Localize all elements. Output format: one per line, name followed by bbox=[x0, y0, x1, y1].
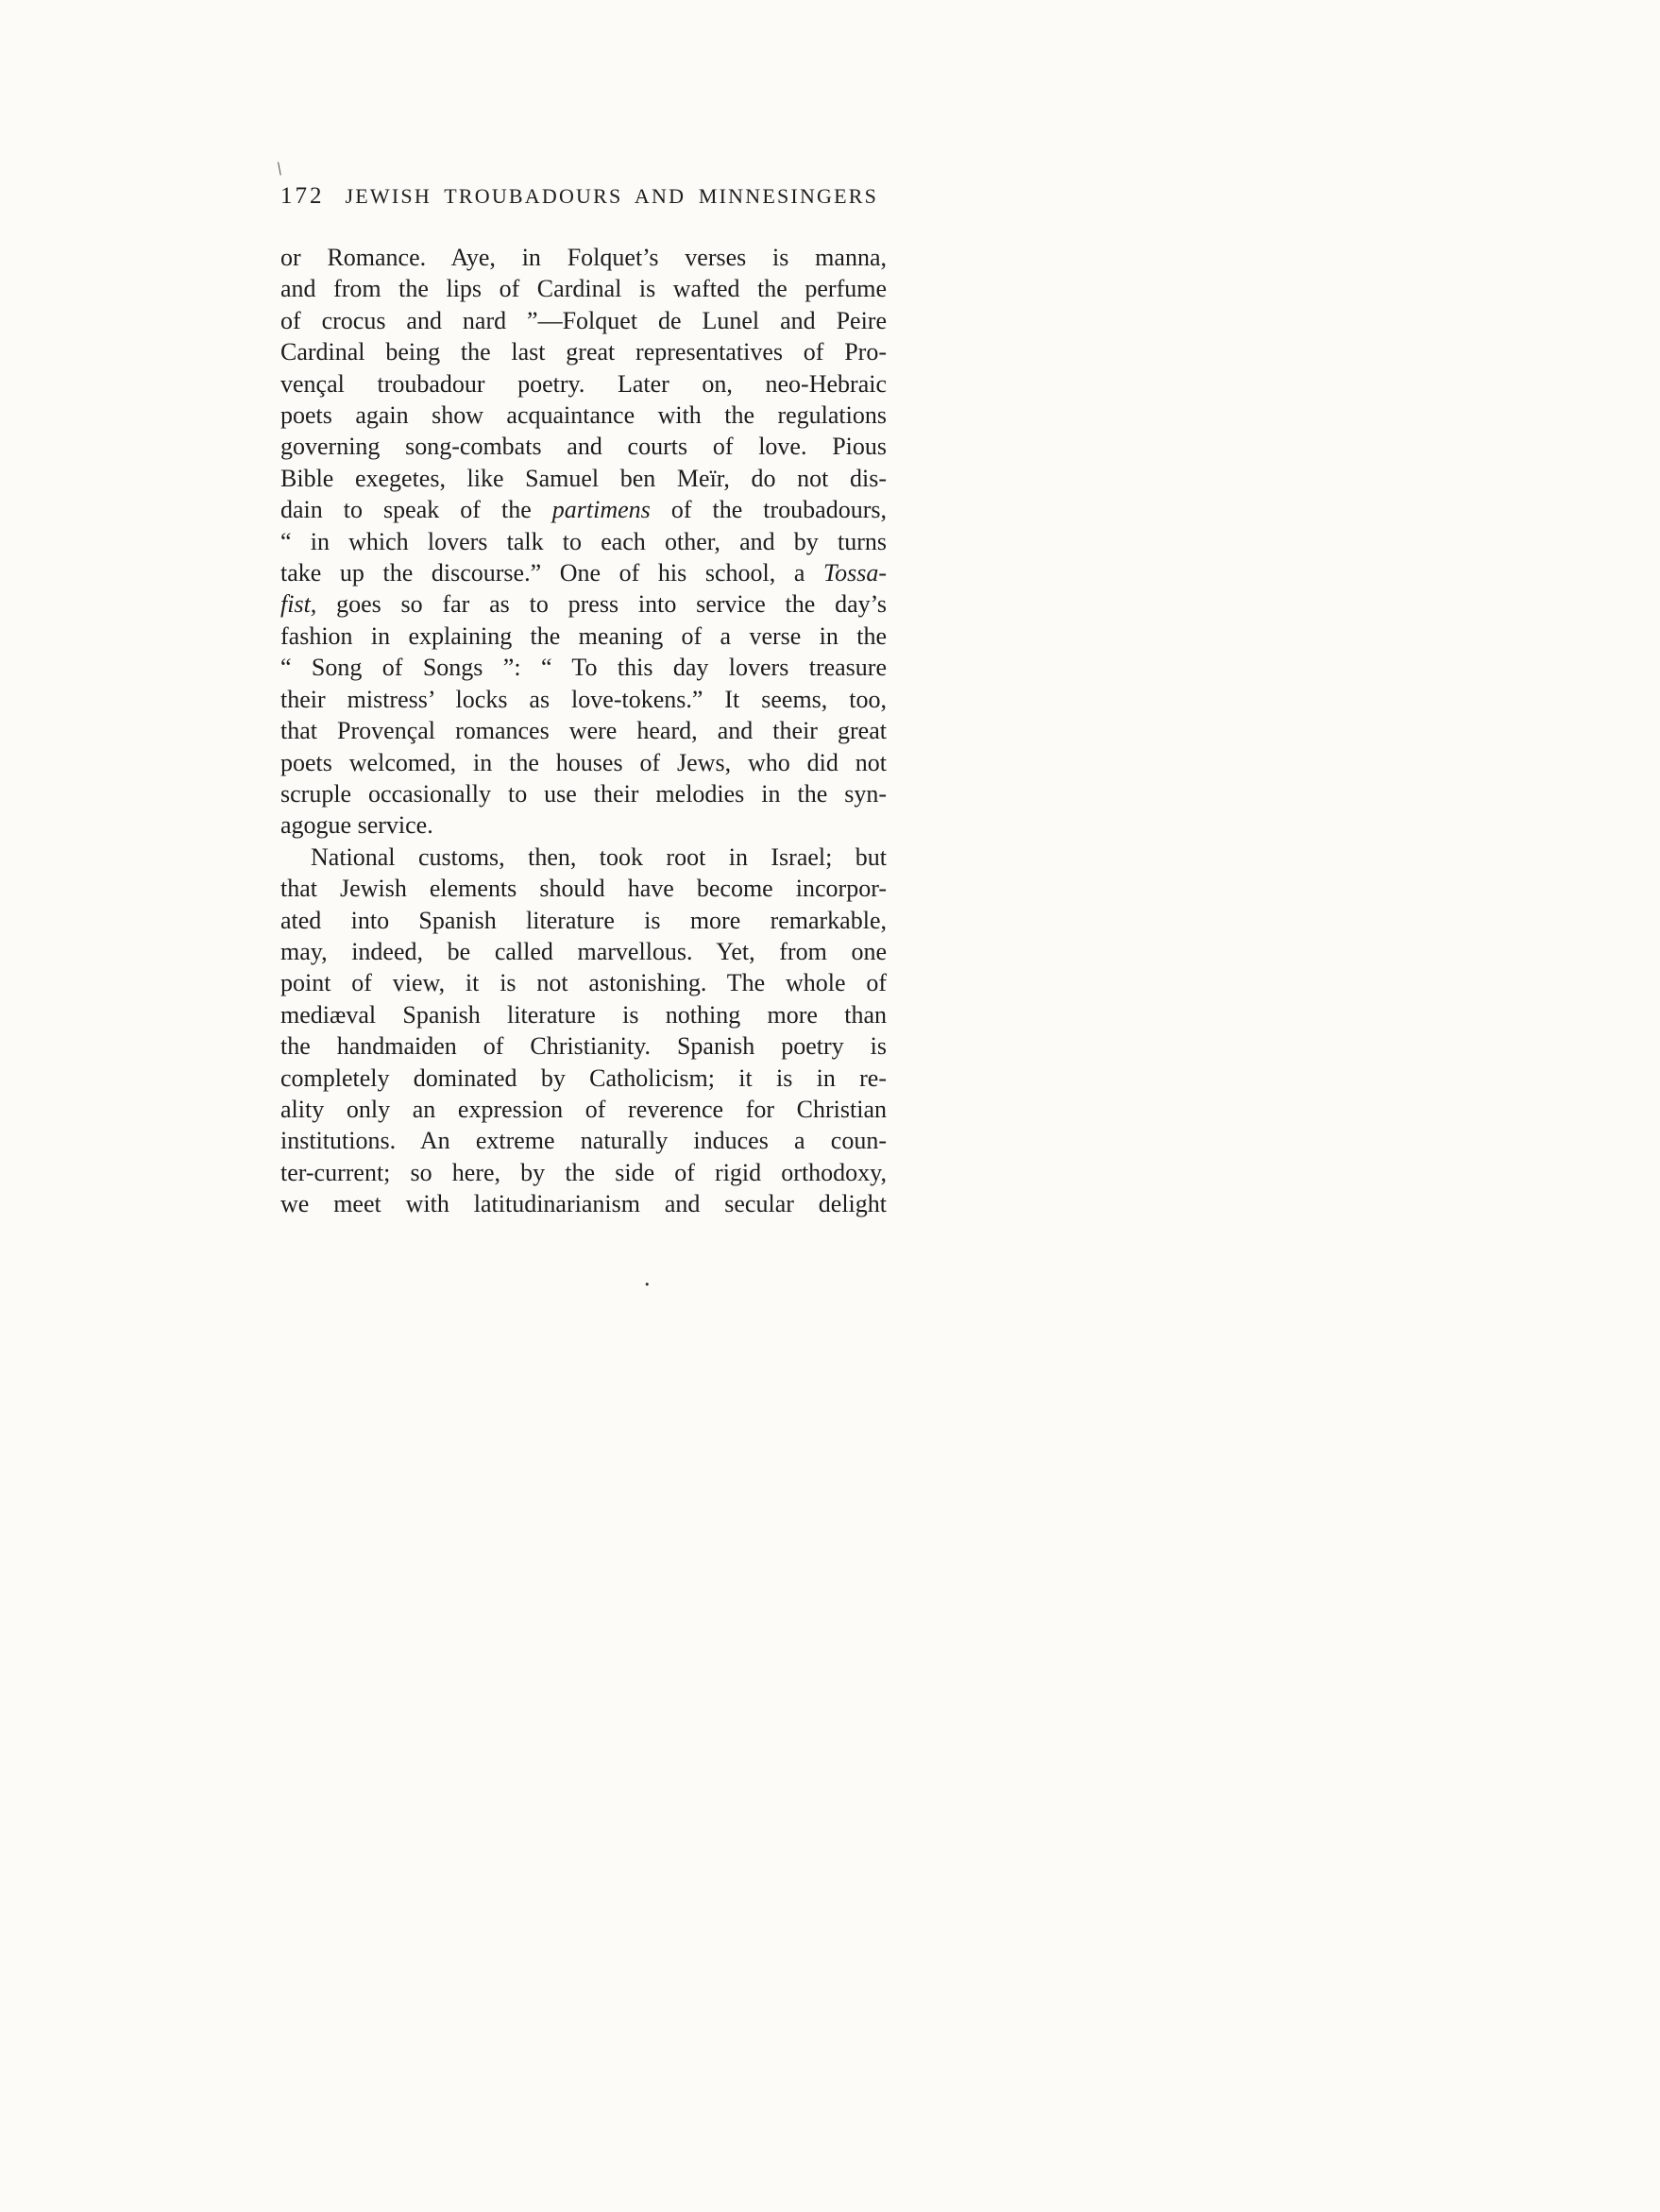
text-segment: completely dominated by Catholicism; it is in re- bbox=[280, 1063, 887, 1092]
text-line bbox=[280, 336, 887, 367]
text-segment: the handmaiden of Christianity. Spanish poetry is bbox=[280, 1032, 887, 1061]
running-head bbox=[280, 183, 904, 210]
text-line bbox=[280, 1094, 887, 1125]
running-title: JEWISH TROUBADOURS AND MINNESINGERS bbox=[345, 184, 879, 208]
text-line bbox=[280, 873, 887, 904]
text-segment: ated into Spanish literature is more remarkable, bbox=[280, 906, 887, 934]
text-segment: take up the discourse.” One of his school, a bbox=[280, 559, 824, 587]
text-segment: of the troubadours, bbox=[650, 496, 888, 524]
scan-artifact-mark: \ bbox=[275, 158, 284, 180]
text-segment: institutions. An extreme naturally induces a coun- bbox=[280, 1127, 887, 1155]
text-line bbox=[280, 1030, 887, 1062]
text-line bbox=[280, 400, 887, 431]
text-line bbox=[280, 842, 887, 873]
text-segment: National customs, then, took root in Israel; but bbox=[311, 842, 887, 871]
text-segment: ality only an expression of reverence for Christian bbox=[280, 1095, 887, 1123]
text-segment: governing song-combats and courts of love. Pious bbox=[280, 433, 887, 461]
text-segment: their mistress’ locks as love-tokens.” It seems, too, bbox=[280, 685, 887, 713]
text-segment: and from the lips of Cardinal is wafted the perfume bbox=[280, 275, 887, 303]
text-line bbox=[280, 463, 887, 494]
text-segment: of crocus and nard ”—Folquet de Lunel and Peire bbox=[280, 306, 887, 334]
text-line bbox=[280, 715, 887, 746]
text-line bbox=[280, 1125, 887, 1156]
text-line bbox=[280, 273, 887, 304]
text-segment: Bible exegetes, like Samuel ben Meïr, do not dis- bbox=[280, 464, 887, 492]
text-line bbox=[280, 1188, 887, 1219]
text-line bbox=[280, 621, 887, 652]
text-line bbox=[280, 999, 887, 1030]
text-segment: mediæval Spanish literature is nothing more than bbox=[280, 1000, 887, 1029]
text-line bbox=[280, 778, 887, 809]
body-text bbox=[280, 242, 887, 1220]
text-segment: point of view, it is not astonishing. The whole of bbox=[280, 969, 887, 997]
text-segment: ter-current; so here, by the side of rigid orthodoxy, bbox=[280, 1158, 887, 1186]
text-line bbox=[280, 305, 887, 336]
footer-dot-mark: . bbox=[644, 1264, 651, 1291]
text-segment: “ Song of Songs ”: “ To this day lovers treasure bbox=[280, 654, 887, 682]
text-segment: may, indeed, be called marvellous. Yet, from one bbox=[280, 937, 887, 965]
text-segment: goes so far as to press into service the day’s bbox=[316, 590, 887, 619]
text-segment: poets again show acquaintance with the regulations bbox=[280, 401, 887, 430]
text-segment: vençal troubadour poetry. Later on, neo-Hebraic bbox=[280, 369, 887, 398]
italic-text-segment: partimens bbox=[551, 496, 651, 524]
text-line bbox=[280, 1063, 887, 1094]
text-line bbox=[280, 809, 887, 841]
text-segment: agogue service. bbox=[280, 811, 433, 840]
text-line bbox=[280, 557, 887, 588]
text-line bbox=[280, 431, 887, 462]
text-segment: that Jewish elements should have become incorpor- bbox=[280, 875, 887, 903]
text-line bbox=[280, 588, 887, 620]
text-line bbox=[280, 1157, 887, 1188]
text-segment: fashion in explaining the meaning of a verse in the bbox=[280, 621, 887, 650]
text-line bbox=[280, 242, 887, 273]
text-segment: scruple occasionally to use their melodies in the syn- bbox=[280, 779, 887, 808]
text-line bbox=[280, 905, 887, 936]
text-line bbox=[280, 936, 887, 967]
italic-text-segment: fist, bbox=[280, 590, 317, 619]
text-segment: we meet with latitudinarianism and secular delight bbox=[280, 1190, 887, 1218]
text-line bbox=[280, 494, 887, 525]
text-segment: Cardinal being the last great representatives of Pro- bbox=[280, 338, 887, 366]
text-line bbox=[280, 526, 887, 557]
text-segment: that Provençal romances were heard, and their great bbox=[280, 717, 887, 745]
text-segment: “ in which lovers talk to each other, and by turns bbox=[280, 527, 887, 555]
text-line bbox=[280, 368, 887, 400]
text-line bbox=[280, 652, 887, 683]
italic-text-segment: Tossa- bbox=[823, 559, 887, 587]
text-segment: dain to speak of the bbox=[280, 496, 552, 524]
text-segment: or Romance. Aye, in Folquet’s verses is manna, bbox=[280, 244, 887, 271]
text-line bbox=[280, 747, 887, 778]
page-number: 172 bbox=[280, 183, 325, 209]
text-line bbox=[280, 684, 887, 715]
text-segment: poets welcomed, in the houses of Jews, who did not bbox=[280, 748, 887, 776]
text-line bbox=[280, 967, 887, 998]
